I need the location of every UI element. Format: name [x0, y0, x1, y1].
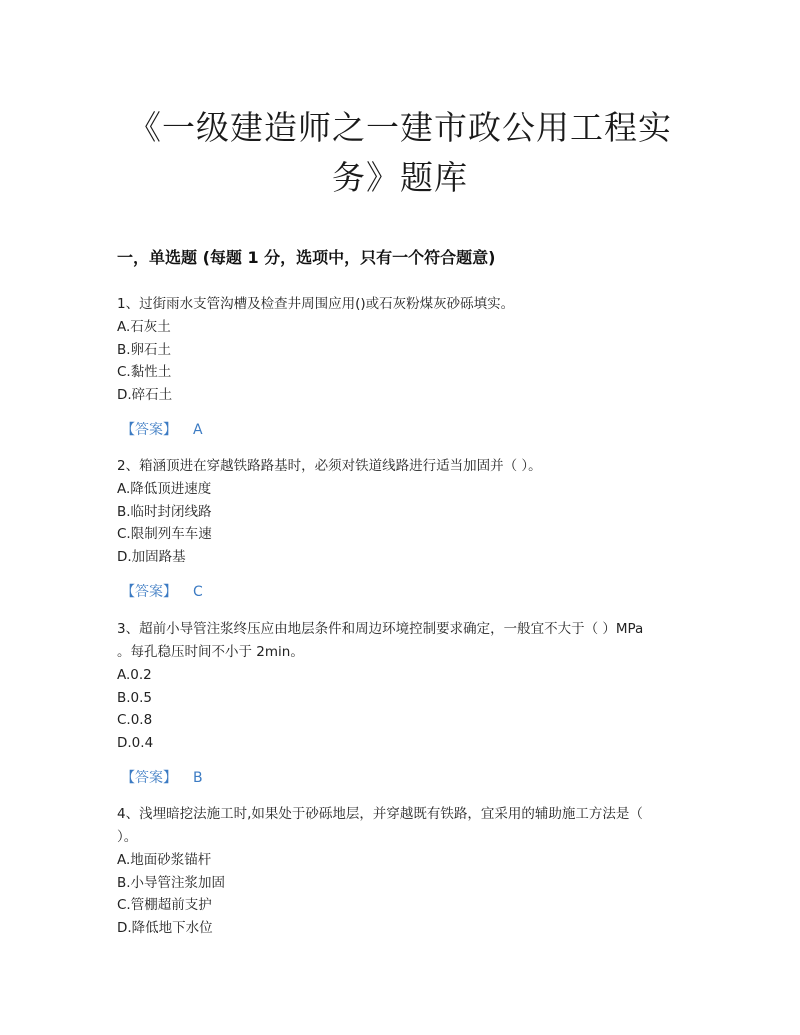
title-line-1: 《一级建造师之一建市政公用工程实 — [128, 108, 672, 147]
option-a: A.石灰土 — [117, 319, 171, 335]
option-c: C.管棚超前支护 — [117, 897, 212, 913]
answer-label: 【答案】 — [121, 422, 177, 438]
answer-line — [117, 581, 682, 603]
answer-line — [117, 419, 682, 441]
question-stem-line-2: ）。 — [117, 829, 138, 845]
question-3 — [117, 618, 682, 789]
question-stem-line-2: 。每孔稳压时间不小于 2min。 — [117, 644, 304, 660]
document-title — [0, 103, 800, 203]
section-heading: 一，单选题 (每题 1 分，选项中，只有一个符合题意) — [117, 248, 496, 267]
option-a: A.0.2 — [117, 667, 152, 683]
question-stem-line-1: 4、浅埋暗挖法施工时,如果处于砂砾地层，并穿越既有铁路，宜采用的辅助施工方法是（ — [117, 806, 643, 822]
title-line-2: 务》题库 — [332, 158, 468, 197]
option-c: C.限制列车车速 — [117, 526, 212, 542]
answer-label: 【答案】 — [121, 584, 177, 600]
option-a: A.地面砂浆锚杆 — [117, 852, 212, 868]
option-c: C.0.8 — [117, 712, 153, 728]
question-2 — [117, 455, 682, 603]
option-d: D.0.4 — [117, 734, 154, 751]
answer-value: C — [193, 584, 203, 600]
question-stem: 1、过街雨水支管沟槽及检查井周围应用()或石灰粉煤灰砂砾填实。 — [117, 296, 515, 312]
question-1 — [117, 293, 682, 441]
option-d: D.碎石土 — [117, 386, 173, 403]
answer-line — [117, 767, 682, 789]
option-b: B.小导管注浆加固 — [117, 874, 226, 891]
option-a: A.降低顶进速度 — [117, 481, 212, 497]
answer-label: 【答案】 — [121, 770, 177, 786]
option-b: B.临时封闭线路 — [117, 503, 212, 520]
option-d: D.降低地下水位 — [117, 919, 213, 936]
option-b: B.卵石土 — [117, 341, 172, 358]
question-4 — [117, 803, 682, 939]
option-c: C.黏性土 — [117, 364, 172, 380]
option-b: B.0.5 — [117, 689, 153, 706]
option-d: D.加固路基 — [117, 548, 186, 565]
answer-value: B — [193, 770, 203, 786]
question-stem: 2、箱涵顶进在穿越铁路路基时，必须对铁道线路进行适当加固并（ ）。 — [117, 458, 542, 474]
question-stem-line-1: 3、超前小导管注浆终压应由地层条件和周边环境控制要求确定，一般宜不大于（ ）MPa — [117, 621, 644, 637]
answer-value: A — [193, 422, 203, 438]
